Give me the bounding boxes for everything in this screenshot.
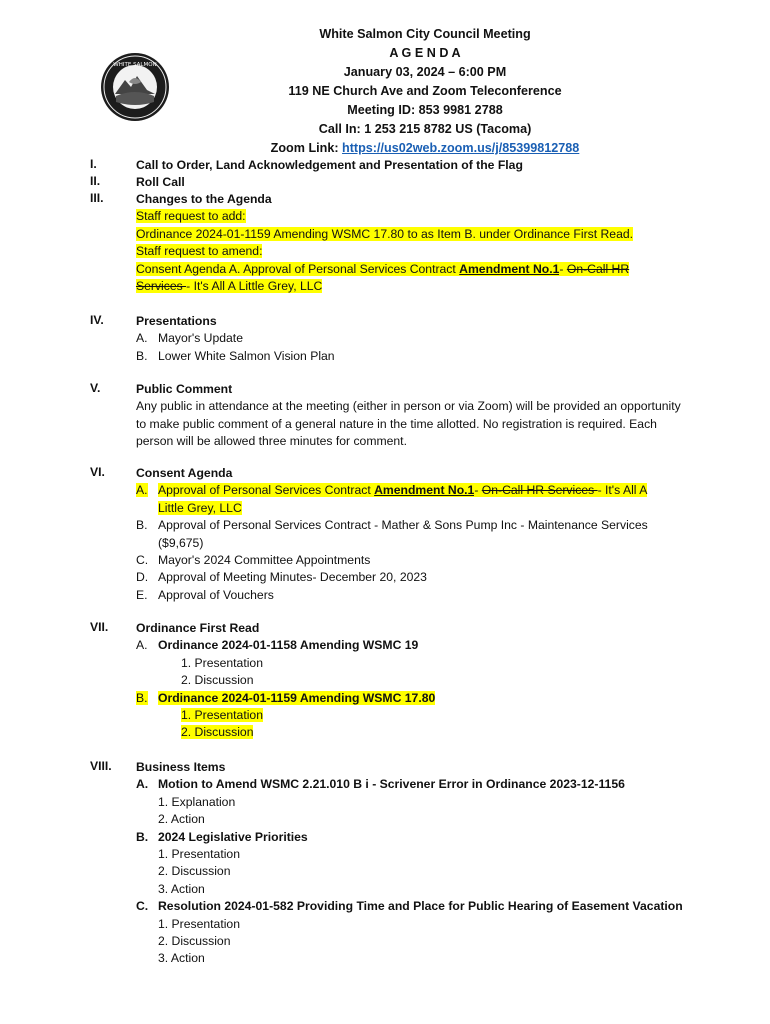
- list-item: B. Lower White Salmon Vision Plan: [136, 348, 335, 363]
- list-item: C. Mayor's 2024 Committee Appointments: [136, 553, 371, 568]
- sub-item: 2. Discussion: [181, 673, 254, 688]
- item-number-iii: III.: [90, 191, 104, 205]
- sub-item: 2. Discussion: [158, 864, 231, 879]
- sub-item: 3. Action: [158, 951, 205, 966]
- amend-vendor: - It's All A Little Grey, LLC: [186, 279, 323, 294]
- call-in-number: Call In: 1 253 215 8782 US (Tacoma): [318, 122, 532, 136]
- sub-item: 1. Presentation: [158, 916, 240, 931]
- public-comment-section: [136, 381, 681, 451]
- item-title-roll-call: Roll Call: [136, 175, 185, 189]
- item-number-iv: IV.: [90, 313, 104, 327]
- amend-dash: -: [559, 261, 567, 276]
- item-title-consent-agenda: Consent Agenda: [136, 466, 233, 480]
- list-item: B. 2024 Legislative Priorities: [136, 829, 308, 844]
- list-item: D. Approval of Meeting Minutes- December 20, 2023: [136, 570, 427, 585]
- meeting-location: 119 NE Church Ave and Zoom Teleconference: [288, 84, 562, 98]
- zoom-link-label: Zoom Link:: [270, 141, 339, 155]
- sub-item: 1. Presentation: [158, 847, 240, 862]
- item-number-i: I.: [90, 157, 97, 171]
- svg-text:WHITE SALMON: WHITE SALMON: [113, 62, 157, 68]
- zoom-link-line: [175, 139, 675, 158]
- item-number-ii: II.: [90, 174, 101, 188]
- item-number-vi: VI.: [90, 465, 105, 479]
- amend-number: Amendment No.1: [459, 261, 560, 276]
- city-seal-logo: [100, 52, 170, 122]
- amend-struck-text: On-Call HR: [566, 261, 630, 276]
- item-title-public-comment: Public Comment: [136, 382, 233, 396]
- meeting-title: White Salmon City Council Meeting: [319, 27, 531, 41]
- agenda-header: [175, 25, 675, 158]
- zoom-link[interactable]: https://us02web.zoom.us/j/85399812788: [342, 141, 580, 155]
- item-number-viii: VIII.: [90, 759, 112, 773]
- business-items-section: [136, 759, 696, 968]
- item-title-business-items: Business Items: [136, 760, 226, 774]
- sub-item: 3. Action: [158, 881, 205, 896]
- list-item: E. Approval of Vouchers: [136, 587, 274, 602]
- struck-text: On-Call HR Services: [481, 483, 598, 498]
- list-item: A. Approval of Personal Services Contract Amendment No.1- On-Call HR Services - It's All A Little Grey, LLC: [136, 483, 648, 515]
- sub-item: 2. Discussion: [181, 725, 254, 740]
- list-item: B. Ordinance 2024-01-1159 Amending WSMC 17.80: [136, 690, 436, 705]
- amendment-number: Amendment No.1: [374, 483, 475, 498]
- amend-struck-text-2: Services: [136, 279, 187, 294]
- item-title-call-to-order: Call to Order, Land Acknowledgement and Presentation of the Flag: [136, 158, 523, 172]
- staff-add-label: Staff request to add:: [136, 209, 246, 224]
- sub-item: 1. Presentation: [181, 708, 263, 723]
- list-item: B. Approval of Personal Services Contract - Mather & Sons Pump Inc - Maintenance Services ($9,675): [136, 518, 648, 550]
- sub-item: 2. Discussion: [158, 934, 231, 949]
- sub-item: 1. Explanation: [158, 794, 236, 809]
- item-title-ordinance: Ordinance First Read: [136, 621, 260, 635]
- consent-agenda-section: [136, 465, 666, 604]
- list-item: A. Motion to Amend WSMC 2.21.010 B i - Scrivener Error in Ordinance 2023-12-1156: [136, 777, 625, 792]
- ordinance-first-read-section: [136, 620, 696, 742]
- item-title-presentations: Presentations: [136, 314, 217, 328]
- item-title-changes: Changes to the Agenda: [136, 192, 272, 206]
- public-comment-body: Any public in attendance at the meeting (either in person or via Zoom) will be provided an opportunity to make public comment of a general nature in the time allotted. No registration is required. Each person will be allowed three minutes for comment.: [136, 399, 681, 449]
- agenda-heading: A G E N D A: [389, 46, 461, 60]
- presentations-section: [136, 313, 696, 365]
- sub-item: 1. Presentation: [181, 655, 263, 670]
- sub-item: 2. Action: [158, 812, 205, 827]
- list-item: A. Mayor's Update: [136, 331, 243, 346]
- amend-text-a: Consent Agenda A. Approval of Personal Services Contract: [136, 261, 460, 276]
- changes-to-agenda-section: [136, 191, 696, 295]
- item-number-v: V.: [90, 381, 101, 395]
- item-number-vii: VII.: [90, 620, 109, 634]
- meeting-date: January 03, 2024 – 6:00 PM: [343, 65, 507, 79]
- list-item: C. Resolution 2024-01-582 Providing Time and Place for Public Hearing of Easement Vacation: [136, 899, 683, 914]
- staff-amend-label: Staff request to amend:: [136, 244, 263, 259]
- meeting-id: Meeting ID: 853 9981 2788: [347, 103, 503, 117]
- staff-add-text: Ordinance 2024-01-1159 Amending WSMC 17.80 to as Item B. under Ordinance First Read.: [136, 226, 634, 241]
- list-item: A. Ordinance 2024-01-1158 Amending WSMC 19: [136, 638, 419, 653]
